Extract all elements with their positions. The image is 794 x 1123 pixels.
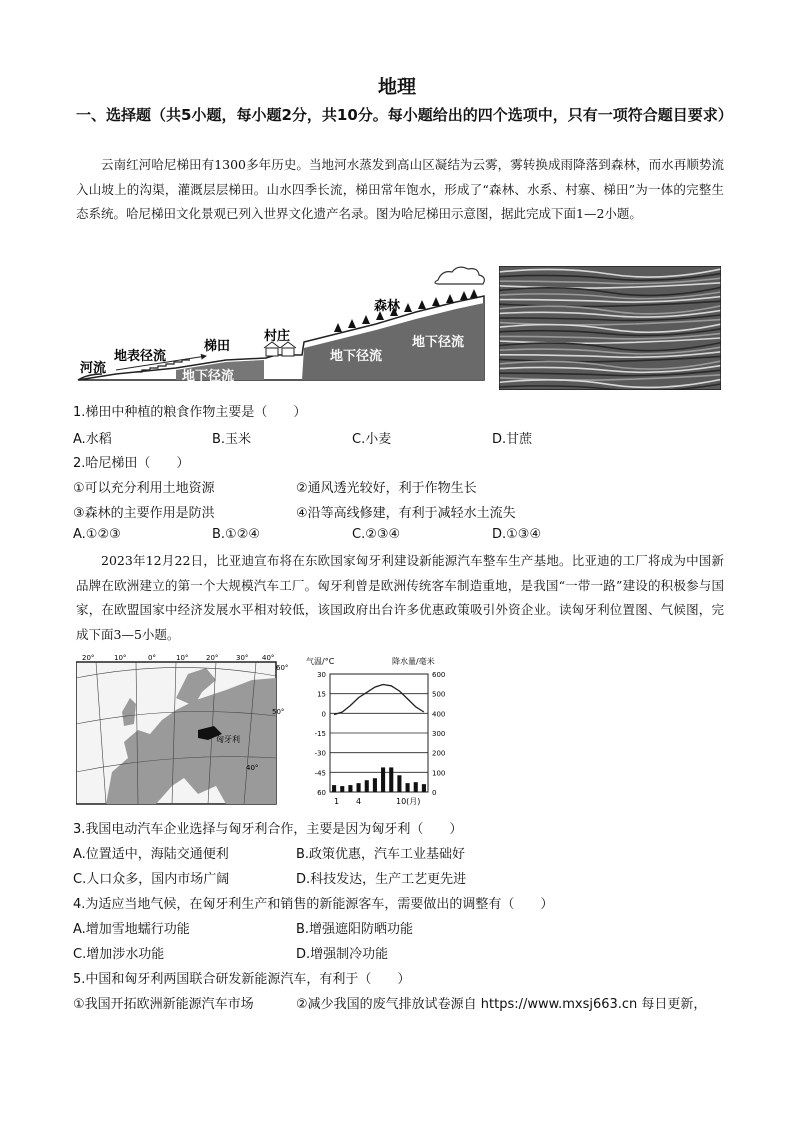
- tree-icon: [404, 303, 412, 312]
- precip-bar: [381, 767, 385, 792]
- tree-icon: [334, 323, 342, 332]
- precip-bar: [422, 784, 426, 792]
- question-5-stem: 5.中国和匈牙利两国联合研发新能源汽车，有利于（ ）: [73, 972, 411, 987]
- tree-icon: [418, 300, 426, 309]
- question-4-stem: 4.为适应当地气候，在匈牙利生产和销售的新能源客车，需要做出的调整有（ ）: [73, 897, 554, 912]
- right-tick-label: 200: [432, 749, 446, 758]
- tree-icon: [362, 315, 370, 324]
- question-3-stem: 3.我国电动汽车企业选择与匈牙利合作，主要是因为匈牙利（ ）: [73, 822, 463, 837]
- precip-bar: [348, 785, 352, 792]
- precip-bar: [332, 785, 336, 792]
- left-tick-label: -30: [314, 749, 326, 758]
- lon-label-5: 20°: [206, 654, 219, 662]
- terrace-diagram: [76, 262, 496, 386]
- left-tick-label: 60: [317, 789, 326, 797]
- x-tick-4: 4: [356, 797, 362, 806]
- lon-label-2: 10°: [114, 654, 127, 662]
- precip-bar: [414, 782, 418, 792]
- lon-label-6: 30°: [236, 654, 249, 662]
- hungary-location-map: [76, 654, 288, 806]
- q5-statement-1: ①我国开拓欧洲新能源汽车市场: [73, 997, 254, 1012]
- q2-option-a[interactable]: A.①②③: [73, 527, 121, 542]
- left-tick-label: -45: [314, 769, 326, 778]
- left-tick-label: 30: [317, 671, 326, 679]
- label-forest: 森林: [374, 299, 401, 314]
- q1-option-a[interactable]: A.水稻: [73, 432, 112, 447]
- q3-option-d[interactable]: D.科技发达，生产工艺更先进: [296, 872, 467, 887]
- left-tick-label: 15: [317, 690, 326, 699]
- label-underground-right: 地下径流: [412, 335, 465, 350]
- tree-icon: [460, 291, 468, 300]
- left-tick-labels: [315, 671, 326, 797]
- precip-bar: [357, 783, 361, 792]
- q2-option-c[interactable]: C.②③④: [352, 527, 401, 542]
- precip-bar: [365, 780, 369, 792]
- q2-statement-4: ④沿等高线修建，有利于减轻水土流失: [296, 506, 516, 521]
- lon-label-7: 40°: [262, 654, 275, 662]
- q4-option-b[interactable]: B.增强遮阳防晒功能: [296, 922, 414, 937]
- tree-icon: [470, 289, 478, 298]
- q4-option-c[interactable]: C.增加涉水功能: [73, 947, 165, 962]
- q1-option-c[interactable]: C.小麦: [352, 432, 392, 447]
- tree-icon: [432, 297, 440, 306]
- q4-option-a[interactable]: A.增加雪地蠕行功能: [73, 922, 190, 937]
- left-axis-title: 气温/°C: [306, 657, 335, 666]
- lon-label-4: 10°: [176, 654, 189, 662]
- lon-label-3: 0°: [148, 654, 156, 662]
- q5-statement-2: ②减少我国的废气排放试卷源自 https://www.mxsj663.cn 每日更新，: [296, 997, 707, 1012]
- cloud-icon: [435, 267, 484, 284]
- right-tick-label: 600: [432, 671, 446, 679]
- question-2-stem: 2.哈尼梯田（ ）: [73, 456, 190, 471]
- label-terrace: 梯田: [204, 339, 231, 354]
- q2-statement-2: ②通风透光较好，利于作物生长: [296, 481, 477, 496]
- q2-statement-1: ①可以充分利用土地资源: [73, 481, 215, 496]
- climate-chart: [296, 654, 474, 808]
- right-tick-label: 100: [432, 769, 446, 778]
- x-tick-1: 1: [334, 797, 340, 806]
- q2-option-b[interactable]: B.①②④: [212, 527, 261, 542]
- q4-option-d[interactable]: D.增强制冷功能: [296, 947, 389, 962]
- precip-bar: [389, 767, 393, 792]
- q3-option-a[interactable]: A.位置适中，海陆交通便利: [73, 847, 229, 862]
- q1-option-d[interactable]: D.甘蔗: [492, 432, 533, 447]
- tree-icon: [348, 319, 356, 328]
- right-tick-label: 400: [432, 710, 446, 719]
- x-tick-10: 10(月): [396, 797, 421, 806]
- q2-statement-3: ③森林的主要作用是防洪: [73, 506, 215, 521]
- left-tick-label: -15: [314, 730, 326, 738]
- passage-byd-hungary: 2023年12月22日，比亚迪宣布将在东欧国家匈牙利建设新能源汽车整车生产基地。比亚迪的工厂将成为中国新品牌在欧洲建立的第一个大规模汽车工厂。匈牙利曾是欧洲传统客车制造重地，是我国“一带一路”建设的积极参与国家，在欧盟国家中经济发展水平相对较低，该国政府出台许多优惠政策吸引外资企业。读匈牙利位置图、气候图，完成下面3—5小题。: [76, 553, 724, 642]
- right-tick-label: 300: [432, 730, 446, 738]
- precip-bar: [373, 778, 377, 792]
- lon-label-1: 20°: [82, 654, 95, 662]
- label-underground-mid: 地下径流: [330, 349, 383, 364]
- label-village: 村庄: [264, 329, 291, 344]
- page-title: 地理: [377, 76, 416, 98]
- precip-bar: [340, 786, 344, 792]
- right-tick-label: 500: [432, 690, 446, 699]
- label-surface-runoff: 地表径流: [114, 349, 167, 364]
- question-1-stem: 1.梯田中种植的粮食作物主要是（ ）: [73, 405, 307, 420]
- q3-option-b[interactable]: B.政策优惠，汽车工业基础好: [296, 847, 466, 862]
- right-tick-labels: [432, 671, 445, 797]
- lat-label-50: 50°: [272, 708, 285, 716]
- label-underground-left: 地下径流: [182, 369, 235, 384]
- right-axis-title: 降水量/毫米: [392, 657, 435, 666]
- map-country-label: 匈牙利: [216, 735, 240, 744]
- tree-icon: [446, 294, 454, 303]
- precip-bar: [406, 783, 410, 792]
- label-river: 河流: [80, 361, 107, 376]
- lat-label-60: 60°: [276, 664, 288, 672]
- section-heading: 一、选择题（共5小题，每小题2分，共10分。每小题给出的四个选项中，只有一项符合题目要求）: [76, 106, 733, 124]
- village-houses: [264, 342, 296, 356]
- left-tick-label: 0: [321, 710, 326, 719]
- right-tick-label: 0: [432, 789, 437, 797]
- precip-bar: [397, 775, 401, 792]
- q2-option-d[interactable]: D.①③④: [492, 527, 542, 542]
- terrace-photo: [499, 266, 721, 390]
- q1-option-b[interactable]: B.玉米: [212, 432, 252, 447]
- q3-option-c[interactable]: C.人口众多，国内市场广阔: [73, 872, 230, 887]
- passage-hani-terraces: 云南红河哈尼梯田有1300多年历史。当地河水蒸发到高山区凝结为云雾，雾转换成雨降落到森林，而水再顺势流入山坡上的沟渠，灌溉层层梯田。山水四季长流，梯田常年饱水，形成了“森林、水系、村寨、梯田”为一体的完整生态系统。哈尼梯田文化景观已列入世界文化遗产名录。图为哈尼梯田示意图，据此完成下面1—2小题。: [76, 157, 724, 221]
- lat-label-40: 40°: [246, 764, 259, 772]
